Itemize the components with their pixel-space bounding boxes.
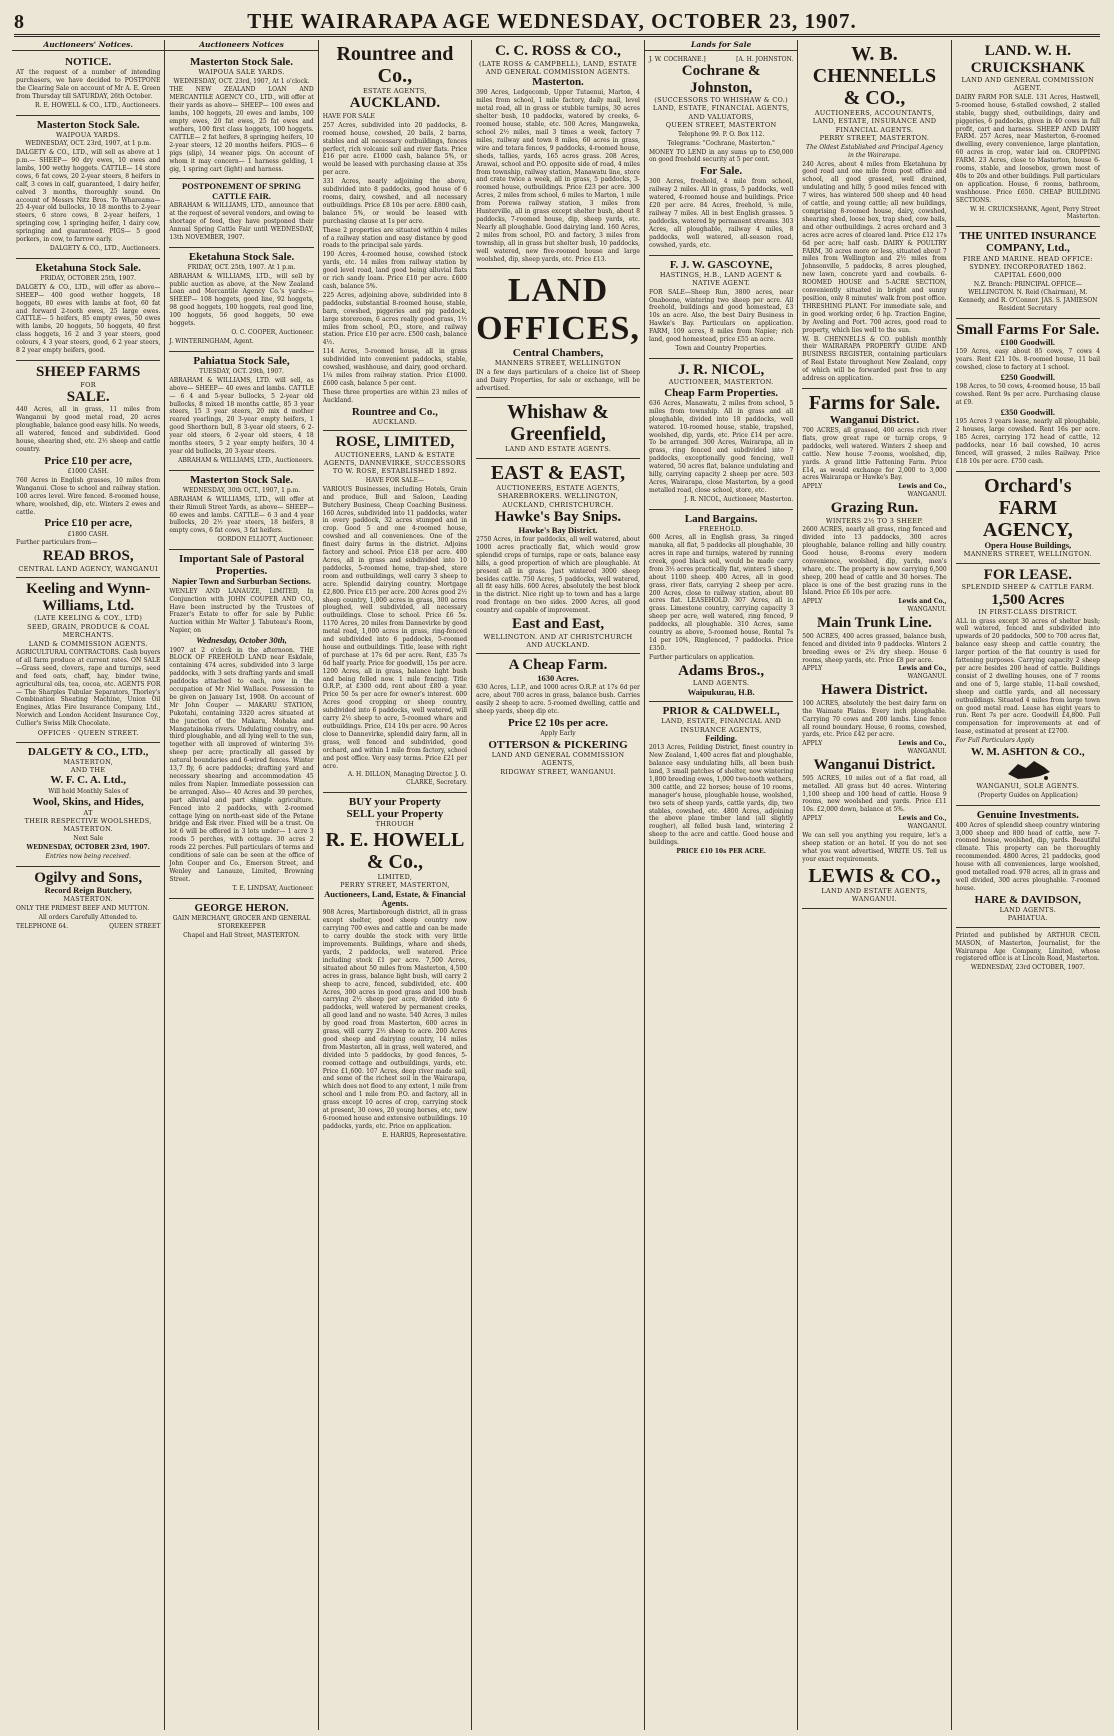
ad-body: ABRAHAM & WILLIAMS, LTD., will sell by public auction as above, at the New Zealand Loan and Mercantile Agency Co.'s yards:— SHEEP— 108 hoggets, good line, 92 hoggets, 98 good hoggets, 100 hoggets, real good line, 100 hoggets, 56 good hoggets, 50 ewe hoggets.	[169, 272, 314, 328]
ad-heading: Eketahuna Stock Sale.	[188, 250, 295, 263]
cruickshank-ad	[956, 40, 1100, 227]
agent-name: Lewis and Co.,	[898, 665, 947, 673]
ad-subheading: LAND AND GENERAL COMMISSION AGENTS,	[491, 751, 625, 768]
george-heron-ad	[169, 899, 313, 945]
property-listing: 190 Acres, 4-roomed house, cowshed (stock yards, etc. 14 miles from railway station by good level road, land good being alluvial flats or rich sandy loam. Price £10 per acre. £600 cash, balance 5%.	[322, 251, 468, 290]
farm-cash: £1800 CASH.	[67, 530, 109, 538]
ad-subheading: WAIPOUA YARDS.	[55, 130, 121, 139]
ad-signature: O. C. COOPER, Auctioneer.	[231, 328, 314, 336]
ad-body: THE NEW ZEALAND LOAN AND MERCANTILE AGENCY CO., LTD., will offer at their yards as above— SHEEP— 100 ewes and lambs, 100 hoggets, 20 ewes and lambs, 100 empty ewes, 20 fat ewes, 25 fat ewes and wethers, 100 first class hoggets, 100 hoggets. CATTLE— 2 fat heifers, 8 springing heifers, 10 2-year steers, 12 20 months heifers. PIGS— 6 pigs (slip), 14 weaner pigs. On account of whom it may concern— 1 harness gelding, 1 gig, 1 spring cart (light) and harness.	[169, 86, 314, 173]
goodwill-price: £350 Goodwill.	[1000, 407, 1055, 418]
united-insurance-ad	[956, 227, 1100, 318]
apply-label: APPLY	[802, 665, 823, 673]
ad-heading-sale: SALE.	[66, 388, 110, 405]
property-listing: 114 Acres, 5-roomed house, all in grass subdivided into convenient paddocks, stable, cowshed, washhouse, and dairy, good orchard. 1¼ miles from railway station. Price £1000. £600 cash, balance 5 per cent.	[322, 348, 468, 387]
ad-subheading: (SUCCESSORS TO WHISHAW & CO.) LAND, ESTATE, FINANCIAL AGENTS, AND VALUATORS,	[652, 96, 790, 121]
prior-caldwell-ad	[649, 702, 793, 861]
agent-name: Lewis and Co.,	[898, 598, 947, 606]
ad-subheading: HASTINGS, H.B., LAND AGENT & NATIVE AGENT.	[659, 270, 783, 288]
ad-signature: W. B. CHENNELLS & CO. publish monthly their WAIRARAPA PROPERTY GUIDE AND BUSINESS REGISTER, containing particulars of Real Estate throughout New Zealand, copy of which will be forwarded post free to any address on application.	[802, 335, 947, 383]
farm-listing: 100 ACRES, absolutely the best dairy farm on the Waimate Plains. Every inch ploughable. Carrying 70 cows and 200 lambs. Line fence all round boundary. House, 6 rooms, cowshed, yards, etc. Price £42 per acre.	[802, 699, 947, 739]
ad-telephone: TELEPHONE 64.	[16, 922, 69, 930]
ad-address: Chapel and Hall Street, MASTERTON.	[183, 931, 300, 939]
ad-signature: GORDON ELLIOTT, Auctioneer.	[217, 536, 314, 544]
ad-date: WEDNESDAY, 30th OCT., 1907, 1 p.m.	[182, 486, 301, 494]
ad-heading: Hawke's Bay Snips.	[494, 509, 622, 526]
pahiatua-stock-sale-ad	[169, 352, 313, 471]
ad-signature: ABRAHAM & WILLIAMS, LTD., Auctioneers.	[178, 456, 314, 464]
agent-name: Lewis and Co.,	[898, 483, 947, 491]
ad-price: PRICE £10 10s PER ACRE.	[676, 848, 766, 856]
apply-label: APPLY	[802, 598, 823, 606]
ad-subheading: FREEHOLD.	[699, 524, 744, 533]
ad-footer-sub: WELLINGTON. AND AT CHRISTCHURCH AND AUCKLAND.	[483, 632, 633, 650]
ad-subheading: AUCTIONEER, MASTERTON.	[668, 378, 774, 387]
cheap-farm-ad	[476, 654, 640, 780]
goodwill-price: £250 Goodwill.	[1000, 372, 1055, 383]
ad-body: 2750 Acres, in four paddocks, all well watered, about 1000 acres practically flat, which would grow splendid crops of turnips, rape or oats, balance easy hills, a good proportion of which are ploughable. At present all in grass. Just wintered 3000 sheep besides cattle. 750 Acres, 5 paddocks, well watered, all fit easy hills. 600 Acres, absolutely the best block in the district. Nice right up to town and has a large road frontage on two sides. 2000 Acres, all good country and capable of improvement.	[476, 536, 640, 615]
partner-right: [A. H. JOHNSTON.	[736, 56, 794, 63]
ad-body: ABRAHAM & WILLIAMS, LTD., will offer at their Rimuli Street Yards, as above— SHEEP— 60 ewes and lambs. CATTLE— 6 3 and 4 year bullocks, 20 2½ year steers, 18 heifers, 8 empty cows, 6 fat cows, 3 fat heifers.	[169, 495, 314, 535]
ad-heading: Ogilvy and Sons,	[34, 869, 143, 886]
postponement-ad	[169, 179, 313, 247]
apply-row	[802, 815, 946, 822]
ad-subheading: FIRE AND MARINE. HEAD OFFICE: SYDNEY. INCORPORATED 1862. CAPITAL £600,000	[962, 254, 1093, 280]
ad-company-name: W. M. ASHTON & CO.,	[970, 746, 1085, 759]
ad-body: DAIRY FARM FOR SALE. 131 Acres, Hastwell, 5-roomed house, 6-stalled cowshed, 2 stalled stable, buggy shed, outbuildings, dairy and piggeries, 6 paddocks, given in 40 cows in full profit, cart and harness. SHEEP AND DAIRY FARM. 257 Acres, near Masterton, 6-roomed dwelling, every convenience, large plantation, 60 acres in crop, water laid on. CROPPING FARM. 23 Acres, close to Masterton, house 6-rooms, stable, and loosebox, grown most of 40s to 20s and other buildings. Full particulars on application. House, 6 rooms, bathroom, washhouse. Price £650. CHEAP BUILDING SECTIONS.	[955, 93, 1101, 204]
eketahuna-stock-sale-ad	[16, 259, 160, 361]
imprint-text: Printed and published by ARTHUR CECIL MASON, of Masterton, Journalist, for the Wairarapa Age Company, Limited, whose registered office is at Lincoln Road, Masterton.	[955, 931, 1101, 963]
column-5	[645, 40, 798, 1730]
ad-through: THROUGH	[375, 820, 415, 829]
agent-name: Lewis and Co.,	[898, 740, 947, 748]
farm-listing: 195 Acres 3 years lease, nearly all ploughable, 2 houses, large cowshed. Rent 16s per acre. 185 Acres, carrying 172 head of cattle, 12 paddocks, near 16 bail cowshed, 10 acres fenced, will grassed, 2 miles Railway. Price £18 10s per acre. £750 cash.	[955, 418, 1101, 465]
column-1	[12, 40, 165, 1730]
ad-heading: J. R. NICOL,	[677, 361, 765, 378]
property-listing: 331 Acres, nearly adjoining the above, subdivided into 8 paddocks, good house of 6 rooms, dairy, cowshed, and all necessary outbuildings. Price £8 10s per acre. £800 cash, balance 5%, or would be leased with purchasing clause at 1s per acre.	[322, 178, 468, 225]
ad-date: TUESDAY, OCT. 29th, 1907.	[199, 367, 284, 375]
ad-heading: THE UNITED INSURANCE COMPANY, Ltd.,	[959, 230, 1097, 255]
farm-price: Price £10 per acre,	[44, 454, 132, 467]
ad-heading: Masterton Stock Sale.	[190, 473, 294, 486]
farm-listing: 440 Acres, all in grass, 11 miles from Wanganui by good metal road, 20 acres ploughable, balance good easy hills. No weeds, all watered, fenced and subdivided. Good house, shearing shed, etc. 2½ sheep and cattle country.	[16, 406, 161, 453]
masterton-stock-sale-ad	[169, 53, 313, 179]
ad-heading: Rountree and Co.,	[336, 43, 454, 87]
agent-town: WANGANUI.	[907, 748, 947, 756]
apply-label: APPLY	[802, 815, 823, 823]
ad-body: ONLY THE PRIMEST BEEF AND MUTTON.	[16, 904, 150, 912]
agent-name: Lewis and Co.,	[898, 815, 947, 823]
farm-listing: 500 ACRES, 400 acres grassed, balance bush, fenced and divided into 9 paddocks. Winters 2 breeding ewes or 2¼ dry sheep. House 6 rooms, sheep yards, etc. Price £8 per acre.	[802, 632, 947, 664]
ad-address: MANNERS STREET, WELLINGTON	[494, 359, 622, 368]
ad-heading: Wanganui District.	[813, 757, 936, 774]
keeling-ad	[16, 578, 160, 742]
for-lease-ad	[956, 564, 1100, 806]
column-6	[798, 40, 951, 1730]
ad-apply: Apply Early	[540, 730, 576, 738]
ad-for-sale: For Sale.	[700, 165, 743, 178]
further-particulars: Further particulars from—	[16, 539, 98, 547]
ad-heading: Farms for Sale.	[808, 391, 941, 414]
property-listing: 225 Acres, adjoining above, subdivided into 8 paddocks, substantial 8-roomed house, stable, barn, cowshed, piggeries and pig paddock, large storeroom, 6 acres really good grass, 1½ miles from school, P.O., store, and railway station. Price £10 per acre. £500 cash, balance 4½.	[322, 291, 468, 347]
agent-town: WANGANUI.	[907, 823, 947, 831]
ad-signature: T. E. LINDSAY, Auctioneer.	[232, 884, 314, 892]
apply-row	[802, 665, 946, 672]
masterton-stock-sale-ad-2	[169, 471, 313, 550]
ad-intro: HAVE FOR SALE	[322, 112, 375, 120]
next-sale: Next Sale	[73, 834, 104, 842]
ad-company: LEWIS & CO.,	[808, 864, 941, 887]
masterton-stock-sale-ad	[16, 116, 160, 259]
ad-heading: POSTPONEMENT OF SPRING CATTLE FAIR.	[182, 181, 302, 201]
ad-body: N.Z. Branch: PRINCIPAL OFFICE—WELLINGTON. N. Reid (Chairman), M. Kennedy, and R. O'Connor. JAS. S. JAMIESON Resident Secretary	[958, 280, 1098, 312]
ad-subheading: (LATE KEELING & COY., LTD)	[34, 614, 143, 623]
ad-body: ABRAHAM & WILLIAMS, LTD. will sell, as above— SHEEP— 40 ewes and lambs. CATTLE— 6 4 and 5-year bullocks, 5 2-year old bullocks, 8 mixed 18 months cattle, 85 3 year steers, 15 3 year steers, 20 mix d mother reared yearlings, 20 3-year empty heifers, 1 good Shorthorn bull, 8 3-year old steers, 6 2-year old steers, 6 2-year old steers, 4 18 months steers, 5 2 year empty heifers, 30 4 year old bullocks, 20 3-year steers.	[169, 376, 314, 455]
ad-body: IN a few days particulars of a choice list of Sheep and Dairy Properties, for sale or exchange, will be advertised.	[476, 368, 640, 392]
ad-body: AT the request of a number of intending purchasers, we have decided to POSTPONE the Clearing Sale on account of Mr A. E. Green from Thursday till SATURDAY, 26th October.	[16, 69, 161, 100]
east-and-east-ad	[476, 459, 640, 655]
ad-body: 390 Acres, Ledgecomb, Upper Tutaenui, Marton, 4 miles from school, 1 mile factory, daily mail, level metal road, all in grass or stubble turnips, 30 acres shelter bush, 10 paddocks, watered by creeks, 6-roomed house, stable, etc. 500 Acres, Mangaweka, school 2½ miles, mail 3 times a week, factory 7 miles, railway and town 8 miles, 60 acres in grass, wire and totara fences, 9 paddocks, 4-roomed house, sheds, tallies, yards, 165 acres grass. 208 Acres, Arawai, school and P.O. opposite side of road, 4 miles from township, railway station, Manawatu line, store and crate twice a week, all in grass, 5 paddocks, 3-roomed house, outbuildings. Price £23 per acre. 300 Acres, 2 miles from school, 6 miles to Marton, 1 mile from Porewa railway station, 3 miles from Hunterville, all in grass except shelter bush, about 8 paddocks, 7-roomed house, dip, sheep yards, etc. Nearly all ploughable. Good dairying land. 160 Acres, 2 miles from school, P.O. and factory, 3 miles from township, all in grass but shelter bush, 10 paddocks, well watered, new five-roomed house and large woolshed, dip, sheep yards, etc. Price £13.	[476, 89, 640, 263]
column-3	[319, 40, 472, 1730]
ad-body: 908 Acres, Martinborough district, all in grass except shelter, good sheep country now carrying 700 ewes and cattle and can be made to carry double the stock with very little improvements. Buildings, whare and sheds, yards, 2 paddocks, well watered. Price including stock £1 per acre. 7,500 Acres, situated about 50 miles from Masterton, 4,500 acres in grass, balance light bush, will carry 2 sheep to acre, fenced, subdivided, etc. 400 Acres, 300 acres in good grass and 100 bush carrying 2½ sheep per acre, divided into 6 paddocks, well watered by permanent creeks, all good land and no waste. 540 Acres, 3 miles by good road from Masterton, 600 acres in grass, will carry 2½ sheep to acre. 200 Acres good sheep and dairying country, 14 miles from Masterton, all in grass, well watered, and divided into 5 paddocks, by good fences, 5-roomed cottage and outbuildings, yards, etc. Price £1,600. 107 Acres, deep river made soil, and some of the richest soil in the Wairarapa, which does not flood to any extent, 1 mile from school and 1 mile from P.O. and factory, all in grass except 10 acres of crop, carrying stock at present, 30 cows, 20 young horses, etc, new 6-roomed house and extensive outbuildings. 10 paddocks, yards, etc. Price on application.	[322, 909, 468, 1130]
gascoyne-ad	[649, 256, 793, 359]
ad-heading: GEORGE HERON.	[194, 901, 289, 914]
ad-telegrams: Telegrams: "Cochrane, Masterton."	[667, 139, 775, 147]
ad-heading: A Cheap Farm.	[508, 657, 608, 674]
property-listing: 257 Acres, subdivided into 20 paddocks, 8-roomed house, cowshed, 20 bails, 2 barns, stables and all necessary outbuildings, fences perfect, rich volcanic soil and river flats. Price £16 per acre. £1000 cash, balance 5%, or would be leased with purchasing clause at 35s per acre.	[322, 121, 468, 177]
ad-line: Auctioneers, Land, Estate, & Financial Agents.	[324, 888, 466, 909]
ad-body: ALL in grass except 30 acres of shelter bush; well watered, fenced and subdivided into upwards of 20 paddocks, 500 to 700 acres flat, balance easy sheep and cattle country, the larger portion of the flat country is used for fattening purposes. Carrying capacity 2 sheep per acre besides 200 head of cattle. Buildings consist of 2 dwelling houses, one of 7 rooms and one of 5, large stable, 11-bail cowshed, sheep and cattle yards, and all necessary outbuildings. Situated 4 miles from large town on good metal road. Lease has eight years to run. Rent 7s per acre. Goodwill £4,800. Full compensation for improvements at end of lease, estimated at present at £2700.	[955, 617, 1101, 736]
ad-footer: Town and Country Properties.	[675, 344, 767, 352]
ad-heading: C. C. ROSS & CO.,	[495, 43, 621, 59]
ad-date: FRIDAY, OCTOBER 25th, 1907.	[40, 274, 136, 282]
section-heading: Lands for Sale	[645, 40, 797, 51]
ad-at: AT	[83, 808, 93, 817]
ad-heading: FOR LEASE.	[983, 566, 1073, 583]
ad-town: Masterton.	[532, 76, 584, 89]
ad-body: WENLEY AND LANAUZE, LIMITED, In Conjunction with JOHN COUPER AND CO., Have been instructed by the Trustees of Frazer's Estate to offer for sale by Public Auction within Mr Walter J. Tabuteau's Room, Napier, on	[169, 587, 314, 635]
ad-subheading: SPLENDID SHEEP & CATTLE FARM.	[961, 583, 1095, 592]
ad-footer-heading: East and East,	[511, 616, 605, 633]
ad-body: Will hold Monthly Sales of	[48, 787, 129, 795]
ad-price: Price £2 10s per acre.	[507, 716, 609, 729]
ad-body-2: 1907 at 2 o'clock in the afternoon. THE BLOCK OF FREEHOLD LAND near Eskdale, containing 474 acres, subdivided into 3 large paddocks, with 3 sets drafting yards and small paddocks attached to each, now in the occupation of Mr Niel Wallace. Possession to be given on January 1st, 1908. On account of Mr John Couper — MAKARU STATION, Pukotahi, containing 3320 acres situated at the junction of the Makaru, Mohaka and Mangatainoka rivers. Undulating country, one-third ploughable, and all lying well to the sun, together with all improved of wintering 3½ sheep per acre; practically all gassed by natural boundaries and 6-wired fences. Winter 13,7 fly, 6 acre paddocks; drafting yard and necessary shearing and accommodation 45 miles from Napier. Immediate possession can be arranged. Also— 40 Acres and 39 perches, part alluvial and part shingle agriculture. Fenced into 2 paddocks, with 2-roomed cottage lying on north-east side of the Petane bridge and Esk river. Fixed will be a trust. On lot 6 will be offered in 3 lots under— 1 acre 3 roods 5 perches, with cottage. 30 acres 2 roods 22 perches. Full particulars of terms and conditions of sale can be seen at the office of John Couper and Co., Emerson Street, and Wenley and Lanauze, Limited, Browning Street.	[169, 646, 314, 883]
ad-footer-heading: Rountree and Co.,	[351, 405, 438, 418]
ad-town: AUCKLAND.	[349, 95, 441, 112]
section-heading: Auctioneers' Notices.	[12, 40, 164, 51]
land-offices-ad	[476, 269, 640, 398]
ad-address: MANNERS STREET, WELLINGTON.	[963, 550, 1092, 559]
ad-subheading: ESTATE AGENTS,	[362, 87, 427, 95]
column-2	[165, 40, 318, 1730]
ad-heading: Keeling and Wynn-Williams, Ltd.	[26, 581, 151, 614]
ad-body: 630 Acres, L.I.P., and 1000 acres O.R.P. at 17s 6d per acre, about 700 acres in grass, balance bush. Carries easily 2 sheep to acre. 5-roomed dwelling, cattle and sheep yards, sheep dip etc.	[476, 684, 640, 716]
ad-body: 2013 Acres, Feilding District, finest country in New Zealand, 1,400 acres flat and ploughable, balance easy undulating hills, all been bush land, 3 small patches of shelter, now wintering 1,800 breeding ewes, 1,000 two-tooth wethers, 300 cattle, and 22 horses; house of 10 rooms, manager's house, ploughable house, woolshed, two sets of sheep yards, cattle yards, dip, two stables, cowshed, etc. 4800 Acres, adjoining the above plane timber land (all slightly rougher), all felled bush land, wintering 2 sheep to the acre and cattle. Good house and buildings.	[648, 744, 794, 847]
ad-signature: W. H. CRUICKSHANK, Agent, Perry Street Masterton.	[970, 205, 1101, 221]
farm-listing: 700 ACRES, all grassed, 400 acres rich river flats, grow great rape or turnip crops, 9 paddocks, well watered. Winters 2 sheep and cattle. New house 7-rooms, woolshed, dip, yards. A grand little Fattening Farm. Price £14, as would exchange for 2,000 to 3,000 acres Wairarapa or Hawke's Bay.	[802, 427, 947, 482]
ad-heading: Pahiatua Stock Sale,	[193, 354, 290, 367]
ad-acres: 1,500 Acres	[991, 591, 1065, 608]
ad-signature: E. HARRIS, Representative.	[382, 1131, 468, 1139]
chennells-ad	[802, 40, 946, 389]
farm-listing: 595 ACRES, 10 miles out of a flat road, all metalled. All grass but 40 acres. Wintering 1,100 sheep and 100 head of cattle. House 9 rooms, new woolshed and yards. Price £11 10s. £2,000 down, balance at 5%.	[802, 774, 947, 814]
ad-town: Waipukurau, H.B.	[687, 686, 755, 697]
imprint	[956, 928, 1100, 978]
ad-body: DALGETY & CO., LTD., will offer as above— SHEEP— 400 good wether hoggets, 18 hoggets, 80 ewes with lambs at foot, 60 fat and forward 2-tooth ewes, 25 large ewes. CATTLE— 5 heifers, 85 empty ewes, 50 ewes with lambs, 20 hoggets, 50 hoggets, 40 first class hoggets, 16 2 and 3 year steers, good colours, 4 3 year steers, good, 6 2 year steers, 8 2 year empty heifers, good.	[16, 283, 161, 355]
ad-address: QUEEN STREET, MASTERTON	[665, 121, 777, 130]
genuine-investments-ad	[956, 806, 1100, 928]
ogilvy-ad	[16, 867, 160, 934]
ad-body: DALGETY & CO., LTD., will sell as above at 1 p.m.— SHEEP— 90 dry ewes, 10 ewes and lambs, 100 wethy hoggets. CATTLE— 14 store cows, 6 fat cows, 20 2-year steers, 8 heifers in calf, 3 cows in calf, guaranteed, 1 dairy heifer, calved 3 months, thoroughly sound. On account of Messrs Nitz Bros. To Whareama— 25 4-year old bullocks, 10 18 months to 2-year steers, 6 store cows, 8 2-year heifers, 1 springing cow, 1 springing heifer, 1 dairy cow, springing and guaranteed. PIGS— 5 good porkers, in cow, to farrow early.	[16, 149, 161, 244]
ad-heading: Orchard's FARM AGENCY,	[982, 474, 1073, 541]
ad-for: FOR	[80, 380, 96, 389]
apply-row	[802, 598, 946, 605]
ad-date: Wednesday, October 30th,	[196, 635, 287, 646]
ad-note: We can sell you anything you require, let's a sheep station or an hotel. If you do not see what you want advertised, WRITE US. Tell us your exact requirements.	[802, 832, 947, 863]
eketahuna-stock-sale-ad	[169, 248, 313, 352]
ad-offices: OFFICES · QUEEN STREET.	[37, 729, 139, 738]
ad-subheading: AUCTIONEERS, ESTATE AGENTS, SHAREBROKERS. WELLINGTON, AUCKLAND, CHRISTCHURCH.	[496, 483, 620, 509]
ad-heading: Cochrane & Johnston,	[681, 63, 761, 96]
ad-subheading: Opera House Buildings,	[984, 539, 1072, 550]
ad-intro: The Oldest Established and Principal Agency in the Wairarapa.	[805, 143, 943, 159]
ad-heading: Land Bargains.	[684, 512, 758, 525]
ad-body: 300 Acres, freehold, 4 mile from school, railway 2 miles. All in grass, 5 paddocks, well watered, 4-roomed house and buildings. Price £20 per acre. 84 Acres, freehold, ¼ mile, railway 7 miles. All in best English grasses. 5 paddocks, watered by permanent streams. 303 Acres, all ploughable, railway 4 miles, 8 paddocks, well watered, all-season road, cowshed, yards, etc.	[648, 178, 794, 249]
ad-heading: Important Sale of Pastoral Properties.	[179, 553, 305, 578]
ad-footer-town: AUCKLAND.	[372, 417, 418, 426]
section-heading: Auctioneers Notices	[165, 40, 317, 51]
farm-listing: 198 Acres, to 50 cows, 4-roomed house, 15 bail cowshed. Rent 9s per acre. Purchasing clause at £9.	[955, 383, 1101, 407]
ad-subheading: WINTERS 2½ TO 3 SHEEP.	[825, 516, 924, 525]
page-number: 8	[14, 11, 24, 33]
ad-body: ABRAHAM & WILLIAMS, LTD., announce that at the request of several vendors, and owing to shortage of feed, they have postponed their Annual Spring Cattle Fair until WEDNESDAY, 13th NOVEMBER, 1907.	[169, 202, 314, 241]
ad-telephone: Telephone 99. P. O. Box 112.	[677, 130, 765, 138]
ad-footer	[16, 923, 160, 930]
ad-heading: BUY your Property	[348, 796, 441, 809]
ad-heading: Masterton Stock Sale.	[36, 118, 140, 131]
ad-money: MONEY TO LEND in any sums up to £50,000 on good freehold security at 5 per cent.	[648, 148, 794, 164]
cochrane-johnston-ad	[649, 53, 793, 256]
ad-heading: Eketahuna Stock Sale.	[35, 261, 141, 274]
ad-subheading: AUCTIONEERS, LAND & ESTATE AGENTS, DANNEVIRKE, SUCCESSORS TO W. ROSE, ESTABLISHED 1892.	[323, 450, 466, 476]
ad-subheading: AUCTIONEERS, ACCOUNTANTS, LAND, ESTATE, INSURANCE AND FINANCIAL AGENTS.	[812, 109, 937, 134]
ad-subheading: (LATE ROSS & CAMPBELL), LAND, ESTATE AND GENERAL COMMISSION AGENTS.	[479, 59, 637, 76]
ad-and: AND THE	[70, 766, 106, 775]
columns	[12, 40, 1104, 1730]
whishaw-greenfield-ad	[476, 398, 640, 458]
ad-body: AGRICULTURAL CONTRACTORS. Cash buyers of all farm produce at current rates. ON SALE—Grass seed, clovers, rape and turnips, seed and feed oats, chaff, hay, binder twine, agricultural oils, tea, cocoa, etc. AGENTS FOR— The Sharples Tubular Separators, Thorley's Combination Sheating Machine, Union Oil Engines, Atlas Fire Insurance Company, Ltd., Norwich and London Accident Insurance Coy., Cullier's Swiss Milk Chocolate.	[16, 649, 161, 728]
farm-listing: 760 Acres in English grasses, 10 miles from Wanganui. Close to school and railway station. 100 acres level. Wire fenced. 8-roomed house, whare, woolshed, dip, etc. Winters 2 ewes and cattle.	[16, 476, 161, 516]
partner-names	[649, 56, 793, 63]
howell-ad	[323, 793, 467, 1144]
ad-date: WEDNESDAY, OCT. 23rd, 1907, at 1 p.m.	[25, 140, 151, 148]
ad-body: FOR SALE—Sheep Run, 3800 acres, near Onaboone, wintering two sheep per acre. All freehold, buildings and good homestead, £3 10s an acre. Also, the best Dairy Business in Hawke's Bay. Particulars on application. FARM, 109 acres, 8 miles from Napier; rich land, good homestead, price £55 an acre.	[648, 288, 794, 344]
rose-limited-ad	[323, 431, 467, 793]
ad-address: PERRY STREET, MASTERTON.	[819, 134, 930, 143]
ad-heading: Whishaw & Greenfield,	[507, 401, 609, 446]
ad-line: LAND & COMMISSION AGENTS.	[28, 639, 148, 648]
ad-district: IN FIRST-CLASS DISTRICT.	[978, 608, 1078, 617]
ad-company-sub: LAND AGENTS.	[999, 905, 1057, 914]
ad-signature: DALGETY & CO., LTD., Auctioneers.	[49, 244, 161, 252]
agent-name: READ BROS,	[42, 548, 134, 565]
ad-address: RIDGWAY STREET, WANGANUI.	[500, 767, 616, 776]
ad-body: 240 Acres, about 4 miles from Eketahuna by good road and one mile from post office and school, all good grassed, well drained, undulating and hilly, 5 good miles fenced with 7 wires, has wintered 500 sheep and 40 head of cattle, and young cattle; all new buildings, comprising 8-roomed house, dairy, cowshed, shearing shed, loose box, trap shed, cow bails, and other outbuildings. 2 acres orchard and 3 acres acre acres of cleared land. Price £12 17s 6d per acre; half cash. DAIRY & POULTRY FARM, 30 acres more or less, situated about 7 miles from Wellington and 2½ miles from Johnsonville, 5 paddocks, 8 acres ploughed, new lawn, concrete yard and cowbails. 6-ROOMED HOUSE and 5-ACRE SECTION, conveniently situated in bright and sunny position, only 8 minutes' walk from post office. THRESHING PLANT. For immediate sale, and in good working order, 6 hp. Traction Engine, by Aveling and Port. 700 acres, good road to property, which lies well to the sun.	[802, 160, 947, 334]
ad-subheading: Napier Town and Surburban Sections.	[172, 576, 312, 587]
agent-town: WANGANUI.	[907, 673, 947, 681]
important-sale-ad	[169, 550, 313, 898]
ad-heading: Wool, Skins, and Hides,	[32, 796, 144, 809]
lewis-farms-ad	[802, 389, 946, 909]
ad-company	[956, 746, 1100, 782]
apply-label: APPLY	[802, 740, 823, 748]
agent-town: WANGANUI.	[907, 491, 947, 499]
ad-body: 636 Acres, Manawatu, 2 miles from school, 5 miles from township. All in grass and all ploughable, divided into 18 paddocks, well watered. 10-roomed house, stable, trapshed, woolshed, dip, yards, etc. Price £14 per acre. To be arranged. 300 Acres, Wairarapa, all in grass, ring fenced and subdivided into 7 paddocks, exceptionally good fencing, well watered, 50 acres flat, balance undulating and hilly, carrying capacity 2 sheep per acre. 503 Acres, Wairarapa, close Masterton, by a good metalled road, close school, store, etc.	[648, 399, 794, 494]
orchard-agency-ad	[956, 472, 1100, 564]
ad-heading: ROSE, LIMITED,	[335, 434, 455, 451]
farm-price: Price £10 per acre,	[44, 517, 132, 530]
goodwill-price: £100 Goodwill.	[1000, 337, 1055, 347]
ad-date: FRIDAY, OCT. 25th, 1907. At 1 p.m.	[187, 263, 296, 271]
ad-line: SEED, GRAIN, PRODUCE & COAL MERCHANTS.	[27, 622, 150, 640]
ad-body: GAIN MERCHANT, GROCER AND GENERAL STOREKEEPER	[172, 914, 311, 930]
ad-company: HARE & DAVIDSON,	[974, 893, 1082, 906]
ad-heading: W. F. C. A. Ltd.,	[50, 774, 126, 787]
ad-subheading: Central Chambers,	[512, 347, 604, 360]
ad-subheading: 1630 Acres.	[537, 672, 579, 683]
ad-heading: DALGETY & CO., LTD.,	[27, 745, 149, 758]
ad-district: Wanganui District.	[829, 413, 920, 426]
entries: Entries now being received.	[45, 852, 131, 860]
sheep-farms-ad	[16, 361, 160, 578]
ink-blot-icon	[1004, 758, 1052, 782]
ad-heading: PRIOR & CALDWELL,	[662, 704, 780, 717]
ad-heading: SELL your Property	[346, 808, 444, 821]
property-listing: These 2 properties are situated within 4 miles of a railway station and easy distance by good roads to the principal sale yards.	[322, 226, 468, 250]
ad-subheading: LAND, ESTATE, FINANCIAL AND INSURANCE AGENTS,	[661, 717, 782, 734]
column-4	[472, 40, 645, 1730]
ad-heading: Hawera District.	[821, 682, 928, 699]
small-farms-ad	[956, 319, 1100, 472]
ad-heading: F. J. W. GASCOYNE,	[669, 258, 773, 271]
column-7	[952, 40, 1104, 1730]
partner-left: J. W. COCHRANE.]	[648, 56, 706, 63]
ad-heading: SHEEP FARMS	[36, 364, 141, 380]
ross-ad	[476, 40, 640, 269]
farm-cash: £1000 CASH.	[67, 467, 109, 475]
ad-intro: HAVE FOR SALE—	[365, 476, 424, 484]
ad-heading: Genuine Investments.	[976, 808, 1079, 821]
agent-town: WANGANUI.	[907, 606, 947, 614]
imprint-date: WEDNESDAY, 23rd OCTOBER, 1907.	[970, 964, 1085, 972]
ad-heading-2: Cheap Farm Properties.	[664, 386, 778, 399]
ad-subheading: Record Reign Butchery,	[44, 885, 132, 896]
ad-town: MASTERTON.	[63, 895, 114, 904]
ad-town: Feilding.	[705, 732, 738, 743]
ad-body: VARIOUS Businesses, including Hotels, Grain and produce, Bull and Saloon, Leading Butchery Business, Cheap Coaching Business. 160 Acres, subdivided into 11 paddocks, water in every paddock, 32 acres stumped and in crop. Good 5 and one 4-roomed house, cowshed and all conveniences. One of the finest dairy farms in the district. Adjoins factory and school. Price £18 per acre. 400 Acres, all in grass and subdivided into 10 paddocks, 5-roomed home, trap-shed, store room and outbuildings, well carry 3 sheep to acre. Splendid dairying country. Mortgage £2,800. Price £15 per acre. 200 Acres good 2½ sheep country, 1,000 acres in grass, 300 acres ploughed, well subdivided, all necessary outbuildings. Close to school. Price £6 5s. 1170 Acres, 20 miles from Dannevirke by good metal road, 1,000 acres in grass, ring-fenced and subdivided into 6 paddocks, 5-roomed house and outbuildings. Title, lease with right of purchase at 17s 6d per acre. Rent, £35 7s 6d half yearly. Price for goodwill, 15s per acre. 1200 Acres, all in grass, balance light bush and being felled now. 1 mile fencing. Title O.R.P., at £300 odd, rent about £80 a year. Price 50 5s per acre for owner's interest. 600 Acres good cropping or sheep country, subdivided into 6 paddocks, well watered, will carry 2½ sheep to acre, 5-roomed whare and outbuildings. Price, £14 10s per acre. 90 Acres close to Dannevirke, splendid dairy farm, all in grass, well fenced and subdivided, good orchard, and within 1 mile from factory, school and post office. Very easy terms. Price £21 per acre.	[322, 485, 468, 770]
ad-body: 600 Acres, all in English grass, 3a ringed manuka, all flat, 5 paddocks all ploughable, 30 acres in rape and turnips, watered by running creek, good black soil, would be made carry from 3½ acres practically flat, winters 5 sheep, about 1100 sheep. 400 Acres, all in good grass, river flats, carrying 2 sheep per acre. 200 Acres, close to railway station, about 80 acres flat. LEASEHOLD. 307 Acres, all in grass. Limestone country, carrying capacity 3 sheep per acre, well watered, ring fenced, 9 paddocks, all ploughable. 310 Acres, same country as above, 5-roomed house, Rental 7s 1d per 10%, Ringlenced, 7 paddocks. Price £350.	[648, 534, 794, 652]
ad-heading: NOTICE.	[65, 56, 112, 68]
ad-company-sub: LAND AGENTS.	[692, 679, 750, 688]
ad-orders: All orders Carefully Attended to.	[38, 913, 138, 921]
land-bargains-ad	[649, 510, 793, 702]
ad-heading: Masterton Stock Sale.	[190, 56, 294, 68]
dalgety-wool-ad	[16, 743, 160, 867]
notice-ad	[16, 53, 160, 116]
ad-body: 400 Acres of splendid sheep country wintering 3,000 sheep and 800 head of cattle, new 7-roomed house, woolshed, dip, yards. Beautiful climate. This property can be thoroughly recommended. 4800 Acres, 21 paddocks, good house with all conveniences, large woolshed, good metalled road. 978 acres, all in grass and well divided, 300 acres ploughable. 7-roomed house.	[955, 821, 1101, 892]
ad-subheading: WAIPOUA SALE YARDS.	[198, 68, 285, 77]
apply-row	[802, 740, 946, 747]
farm-listing: 2600 ACRES, nearly all grass, ring fenced and divided into 13 paddocks, 300 acres ploughable, balance rolling and hilly country. Good house, 8-rooms every modern convenience, woolshed, dip, yards, men's whare, etc. The property is now carrying 6,500 sheep, 200 head of cattle and 30 horses. The place is one of the best grazing runs in the Island. Price £6 10s per acre.	[802, 526, 947, 597]
ad-heading: LAND. W. H. CRUICKSHANK	[970, 43, 1085, 76]
ad-subheading: LIMITED,	[377, 872, 413, 881]
ad-heading: W. B. CHENNELLS & CO.,	[812, 43, 937, 109]
ad-signature: J. R. NICOL, Auctioneer, Masterton.	[684, 495, 794, 503]
farm-listing: 159 Acres, easy about 85 cows, 7 cows 4 years. Rent £21 10s. 8-roomed house, 11 bail cowshed, close to factory at 1 school.	[955, 348, 1101, 372]
ad-heading: Small Farms For Sale.	[956, 321, 1100, 338]
ad-subheading: LAND AND GENERAL COMMISSION AGENT.	[961, 76, 1095, 93]
ad-company-sub: WANGANUI, SOLE AGENTS.	[976, 782, 1080, 791]
ad-address: PERRY STREET, MASTERTON,	[340, 881, 450, 890]
ad-signature: J. WINTERINGHAM, Agent.	[169, 337, 254, 345]
rountree-ad	[323, 40, 467, 431]
ad-subheading: Hawke's Bay District.	[518, 524, 598, 535]
apply-label: APPLY	[802, 483, 823, 491]
nicol-ad	[649, 359, 793, 510]
masthead	[14, 8, 1100, 37]
ad-subheading: LAND AND ESTATE AGENTS.	[504, 445, 612, 454]
ad-further: Further particulars on application.	[648, 653, 755, 661]
ad-company: R. E. HOWELL & Co.,	[325, 828, 465, 873]
ad-heading: Main Trunk Line.	[817, 615, 932, 632]
ad-company-sub: LAND AND ESTATE AGENTS, WANGANUI.	[821, 886, 928, 904]
ad-street: QUEEN STREET	[109, 922, 161, 930]
next-sale-date: WEDNESDAY, OCTOBER 23rd, 1907.	[26, 843, 150, 851]
ad-location: THEIR RESPECTIVE WOOLSHEDS, MASTERTON.	[24, 817, 152, 834]
agent-address: CENTRAL LAND AGENCY, WANGANUI	[18, 564, 158, 573]
ad-company: Adams Bros.,	[678, 662, 765, 679]
ad-note: (Property Guides on Application)	[977, 791, 1078, 799]
ad-date: WEDNESDAY, OCT. 23rd, 1907, At 1 o'clock.	[173, 77, 310, 85]
ad-signature: A. H. DILLON, Managing Director. J. O. CLARKE, Secretary.	[347, 771, 468, 787]
ad-town: PAHIATUA.	[1007, 914, 1048, 923]
property-listing: These three properties are within 23 miles of Auckland.	[322, 388, 468, 404]
ad-signature: R. E. HOWELL & CO., LTD., Auctioneers.	[34, 101, 161, 109]
ad-heading: LAND OFFICES,	[476, 272, 640, 347]
ad-company: OTTERSON & PICKERING	[488, 738, 628, 751]
ad-heading: EAST & EAST,	[490, 461, 626, 484]
newspaper-title: THE WAIRARAPA AGE WEDNESDAY, OCTOBER 23, 1907.	[247, 9, 857, 33]
ad-apply: For Full Particulars Apply	[955, 737, 1035, 745]
ad-subheading: MASTERTON,	[63, 757, 114, 766]
ad-heading: Grazing Run.	[830, 500, 919, 517]
apply-row	[802, 483, 946, 490]
